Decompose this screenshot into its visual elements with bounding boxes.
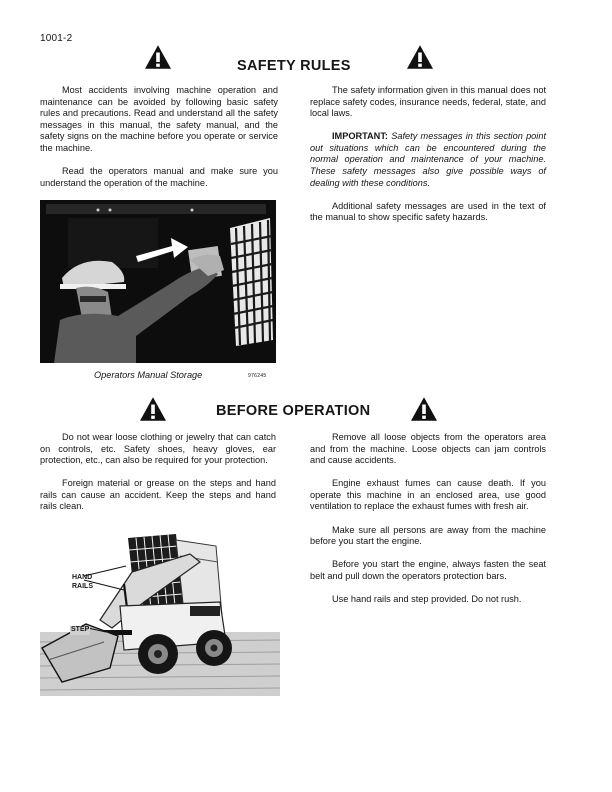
warning-triangle-icon — [139, 396, 167, 422]
before-operation-paragraph: Before you start the engine, always fasten the seat belt and pull down the operators protection bars. — [310, 559, 546, 581]
safety-rules-heading: SAFETY RULES — [237, 58, 351, 74]
safety-rules-paragraph: Additional safety messages are used in the text of the manual to show specific safety hazards. — [310, 200, 546, 223]
important-label: IMPORTANT: — [332, 131, 388, 142]
before-operation-paragraph: Make sure all persons are away from the machine before you start the engine. — [310, 524, 546, 547]
safety-rules-left-column — [40, 85, 278, 201]
page-number: 1001-2 — [40, 33, 73, 44]
operators-manual-storage-photo — [40, 200, 276, 363]
before-operation-paragraph: Do not wear loose clothing or jewelry that can catch on controls, etc. Safety shoes, heavy gloves, ear protection, etc., can also be required for your protection. — [40, 432, 276, 466]
photo-caption: Operators Manual Storage — [94, 370, 203, 380]
before-operation-right-column — [310, 432, 546, 617]
loader-figure — [40, 532, 280, 696]
safety-rules-paragraph: The safety information given in this manual does not replace safety codes, insurance needs, federal, state, and local laws. — [310, 85, 546, 119]
warning-triangle-icon — [144, 44, 172, 70]
hand-rails-label-line1: HAND — [72, 574, 93, 581]
before-operation-left-column — [40, 432, 276, 525]
before-operation-paragraph: Use hand rails and step provided. Do not rush. — [332, 593, 522, 604]
before-operation-heading: BEFORE OPERATION — [216, 403, 371, 419]
safety-rules-paragraph: Most accidents involving machine operation and maintenance can be avoided by following basic safety rules and precautions. Read and understand all the safety messages in this manual, the safety manual, and the safety signs on the machine before you operate or service the machine. — [40, 85, 278, 153]
warning-triangle-icon — [406, 44, 434, 70]
safety-rules-right-column — [310, 85, 546, 235]
warning-triangle-icon — [410, 396, 438, 422]
before-operation-paragraph: Foreign material or grease on the steps and hand rails can cause an accident. Keep the steps and hand rails clean. — [40, 478, 276, 512]
hand-rails-label-line2: RAILS — [72, 582, 93, 590]
important-paragraph — [310, 131, 546, 189]
photo-code: 976245 — [248, 373, 267, 379]
hand-rails-label — [72, 574, 93, 591]
before-operation-paragraph: Remove all loose objects from the operators area and from the machine. Loose objects can jam controls and cause accidents. — [310, 432, 546, 466]
before-operation-paragraph: Engine exhaust fumes can cause death. If you operate this machine in an enclosed area, use good ventilation to replace the exhaust fumes with fresh air. — [310, 478, 546, 512]
safety-rules-paragraph: Read the operators manual and make sure you understand the operation of the machine. — [40, 166, 278, 188]
important-text: Safety messages in this section point out situations which can be encountered during the normal operation and maintenance of your machine. These safety messages also give possible ways of dealing with these conditions. — [310, 131, 546, 188]
step-label: STEP — [71, 626, 90, 633]
